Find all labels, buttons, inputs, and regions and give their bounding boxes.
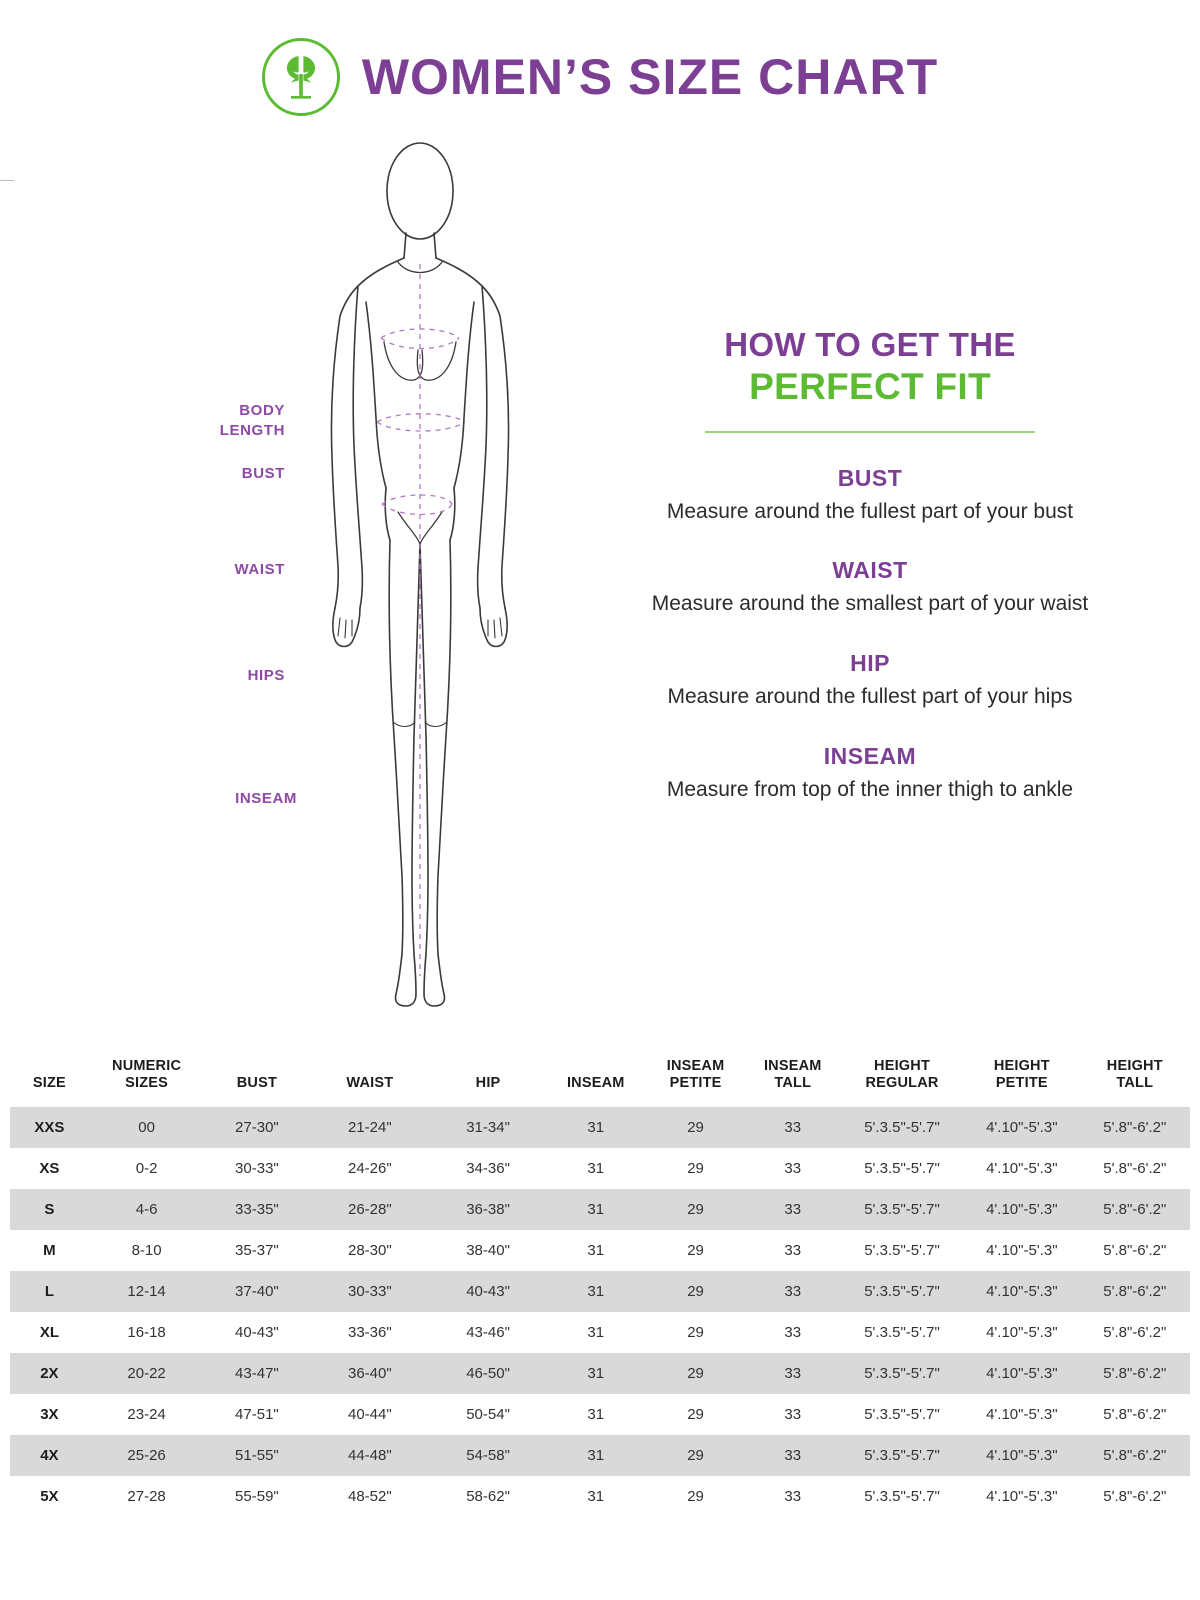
table-cell: 31	[546, 1107, 646, 1148]
divider	[705, 431, 1035, 433]
measure-desc-inseam: Measure from top of the inner thigh to ankle	[666, 777, 1074, 801]
table-cell: 33	[745, 1353, 840, 1394]
table-cell-size: 2X	[10, 1353, 89, 1394]
table-cell: 5'.3.5"-5'.7"	[840, 1394, 964, 1435]
table-row	[10, 1189, 1190, 1230]
table-cell: 4'.10"-5'.3"	[964, 1148, 1080, 1189]
table-cell: 4-6	[89, 1189, 205, 1230]
table-body	[10, 1107, 1190, 1517]
table-cell: 5'.8"-6'.2"	[1080, 1312, 1190, 1353]
how-to-get-perfect-fit	[600, 326, 1140, 803]
table-cell: 5'.3.5"-5'.7"	[840, 1353, 964, 1394]
table-cell: 51-55"	[204, 1435, 309, 1476]
table-cell: 33	[745, 1312, 840, 1353]
table-cell: 33-36"	[309, 1312, 430, 1353]
col-hip: HIP	[475, 1075, 501, 1092]
col-inseam-tall: INSEAM TALL	[763, 1058, 822, 1092]
measure-title-bust: BUST	[837, 464, 903, 491]
table-cell: 46-50"	[430, 1353, 546, 1394]
table-cell: 29	[646, 1230, 746, 1271]
figure-label-hips: HIPS	[247, 667, 285, 684]
table-cell: 4'.10"-5'.3"	[964, 1271, 1080, 1312]
table-cell: 43-47"	[204, 1353, 309, 1394]
table-cell: 31	[546, 1435, 646, 1476]
table-cell: 33	[745, 1271, 840, 1312]
measure-desc-hip: Measure around the fullest part of your hips	[667, 685, 1073, 709]
table-cell: 4'.10"-5'.3"	[964, 1435, 1080, 1476]
table-cell: 4'.10"-5'.3"	[964, 1312, 1080, 1353]
table-cell: 26-28"	[309, 1189, 430, 1230]
table-cell: 31	[546, 1394, 646, 1435]
table-cell: 47-51"	[204, 1394, 309, 1435]
table-cell: 33-35"	[204, 1189, 309, 1230]
table-cell: 27-28	[89, 1476, 205, 1517]
table-row	[10, 1230, 1190, 1271]
table-cell: 5'.8"-6'.2"	[1080, 1476, 1190, 1517]
table-cell: 29	[646, 1107, 746, 1148]
measure-desc-waist: Measure around the smallest part of your waist	[651, 592, 1089, 616]
table-cell: 33	[745, 1189, 840, 1230]
table-cell: 38-40"	[430, 1230, 546, 1271]
table-cell: 30-33"	[309, 1271, 430, 1312]
measure-block-inseam	[600, 743, 1140, 804]
table-cell: 4'.10"-5'.3"	[964, 1189, 1080, 1230]
table-cell: 5'.3.5"-5'.7"	[840, 1148, 964, 1189]
table-cell: 36-40"	[309, 1353, 430, 1394]
measure-title-waist: WAIST	[832, 557, 908, 584]
table-cell-size: XS	[10, 1148, 89, 1189]
table-row	[10, 1148, 1190, 1189]
table-cell: 31	[546, 1271, 646, 1312]
measure-title-inseam: INSEAM	[823, 742, 917, 769]
table-cell: 31	[546, 1312, 646, 1353]
table-row	[10, 1353, 1190, 1394]
measure-desc-bust: Measure around the fullest part of your bust	[666, 499, 1074, 523]
table-row	[10, 1476, 1190, 1517]
table-cell: 33	[745, 1230, 840, 1271]
table-cell: 5'.8"-6'.2"	[1080, 1107, 1190, 1148]
body-figure-diagram	[150, 136, 570, 1026]
table-cell: 4'.10"-5'.3"	[964, 1476, 1080, 1517]
table-cell: 24-26"	[309, 1148, 430, 1189]
table-cell: 33	[745, 1107, 840, 1148]
table-row	[10, 1435, 1190, 1476]
col-bust: BUST	[236, 1075, 278, 1092]
measure-title-hip: HIP	[850, 650, 890, 677]
table-cell: 27-30"	[204, 1107, 309, 1148]
table-cell: 40-44"	[309, 1394, 430, 1435]
table-cell: 8-10	[89, 1230, 205, 1271]
table-cell: 29	[646, 1312, 746, 1353]
table-cell: 5'.8"-6'.2"	[1080, 1353, 1190, 1394]
table-cell: 20-22	[89, 1353, 205, 1394]
col-height-regular: HEIGHT REGULAR	[865, 1058, 939, 1092]
table-cell-size: 4X	[10, 1435, 89, 1476]
table-cell-size: 3X	[10, 1394, 89, 1435]
table-cell: 5'.3.5"-5'.7"	[840, 1107, 964, 1148]
table-cell: 29	[646, 1353, 746, 1394]
table-cell-size: L	[10, 1271, 89, 1312]
figure-label-waist: WAIST	[234, 561, 285, 578]
table-row	[10, 1394, 1190, 1435]
table-cell-size: XL	[10, 1312, 89, 1353]
table-cell: 28-30"	[309, 1230, 430, 1271]
table-header-row	[10, 1052, 1190, 1107]
figure-label-inseam: INSEAM	[235, 790, 297, 807]
table-cell: 5'.8"-6'.2"	[1080, 1394, 1190, 1435]
table-cell-size: M	[10, 1230, 89, 1271]
table-cell: 5'.8"-6'.2"	[1080, 1271, 1190, 1312]
female-body-outline-icon	[280, 136, 560, 1026]
table-cell: 31	[546, 1189, 646, 1230]
table-row	[10, 1107, 1190, 1148]
table-cell: 25-26	[89, 1435, 205, 1476]
table-cell: 48-52"	[309, 1476, 430, 1517]
table-cell: 31	[546, 1148, 646, 1189]
table-cell: 23-24	[89, 1394, 205, 1435]
table-cell: 5'.3.5"-5'.7"	[840, 1189, 964, 1230]
table-header	[10, 1052, 1190, 1107]
measure-block-bust	[600, 465, 1140, 526]
table-cell: 4'.10"-5'.3"	[964, 1230, 1080, 1271]
page-title: WOMEN’S SIZE CHART	[361, 49, 939, 105]
col-height-petite: HEIGHT PETITE	[993, 1058, 1050, 1092]
figure-label-bust: BUST	[241, 465, 285, 482]
table-row	[10, 1271, 1190, 1312]
table-cell: 16-18	[89, 1312, 205, 1353]
table-cell: 29	[646, 1271, 746, 1312]
table-cell: 4'.10"-5'.3"	[964, 1353, 1080, 1394]
col-inseam: INSEAM	[566, 1075, 625, 1092]
table-cell: 12-14	[89, 1271, 205, 1312]
table-cell: 33	[745, 1394, 840, 1435]
table-cell: 31	[546, 1353, 646, 1394]
table-cell: 4'.10"-5'.3"	[964, 1107, 1080, 1148]
table-cell: 29	[646, 1476, 746, 1517]
table-cell: 33	[745, 1476, 840, 1517]
table-cell: 29	[646, 1435, 746, 1476]
table-cell: 31	[546, 1476, 646, 1517]
table-cell: 30-33"	[204, 1148, 309, 1189]
table-cell-size: S	[10, 1189, 89, 1230]
col-inseam-petite: INSEAM PETITE	[666, 1058, 725, 1092]
table-cell: 55-59"	[204, 1476, 309, 1517]
table-cell: 36-38"	[430, 1189, 546, 1230]
table-row	[10, 1312, 1190, 1353]
page-header	[0, 0, 1200, 116]
table-cell: 37-40"	[204, 1271, 309, 1312]
table-cell: 5'.8"-6'.2"	[1080, 1435, 1190, 1476]
table-cell-size: XXS	[10, 1107, 89, 1148]
table-cell: 5'.3.5"-5'.7"	[840, 1312, 964, 1353]
table-cell-size: 5X	[10, 1476, 89, 1517]
table-cell: 5'.8"-6'.2"	[1080, 1148, 1190, 1189]
table-cell: 4'.10"-5'.3"	[964, 1394, 1080, 1435]
table-cell: 5'.3.5"-5'.7"	[840, 1230, 964, 1271]
table-cell: 5'.3.5"-5'.7"	[840, 1271, 964, 1312]
table-cell: 58-62"	[430, 1476, 546, 1517]
table-cell: 35-37"	[204, 1230, 309, 1271]
table-cell: 00	[89, 1107, 205, 1148]
table-cell: 29	[646, 1394, 746, 1435]
table-cell: 0-2	[89, 1148, 205, 1189]
table-cell: 29	[646, 1148, 746, 1189]
table-cell: 50-54"	[430, 1394, 546, 1435]
table-cell: 5'.3.5"-5'.7"	[840, 1476, 964, 1517]
howto-heading-line2: PERFECT FIT	[749, 365, 991, 407]
table-cell: 34-36"	[430, 1148, 546, 1189]
table-cell: 31-34"	[430, 1107, 546, 1148]
size-table-wrap	[10, 1052, 1190, 1517]
table-cell: 5'.8"-6'.2"	[1080, 1230, 1190, 1271]
tree-logo-icon	[262, 38, 340, 116]
table-cell: 31	[546, 1230, 646, 1271]
col-numeric-sizes: NUMERIC SIZES	[112, 1058, 182, 1092]
figure-label-body-length: BODY LENGTH	[219, 402, 285, 440]
upper-section	[0, 116, 1200, 1046]
measure-block-hip	[600, 650, 1140, 711]
size-table	[10, 1052, 1190, 1517]
table-cell: 5'.8"-6'.2"	[1080, 1189, 1190, 1230]
col-height-tall: HEIGHT TALL	[1106, 1058, 1163, 1092]
table-cell: 54-58"	[430, 1435, 546, 1476]
table-cell: 40-43"	[204, 1312, 309, 1353]
table-cell: 43-46"	[430, 1312, 546, 1353]
table-cell: 5'.3.5"-5'.7"	[840, 1435, 964, 1476]
table-cell: 33	[745, 1435, 840, 1476]
table-cell: 44-48"	[309, 1435, 430, 1476]
table-cell: 40-43"	[430, 1271, 546, 1312]
measure-block-waist	[600, 557, 1140, 618]
table-cell: 33	[745, 1148, 840, 1189]
howto-heading	[600, 326, 1140, 409]
col-size: SIZE	[32, 1075, 66, 1092]
table-cell: 21-24"	[309, 1107, 430, 1148]
table-cell: 29	[646, 1189, 746, 1230]
howto-heading-line1: HOW TO GET THE	[724, 326, 1016, 363]
col-waist: WAIST	[346, 1075, 394, 1092]
